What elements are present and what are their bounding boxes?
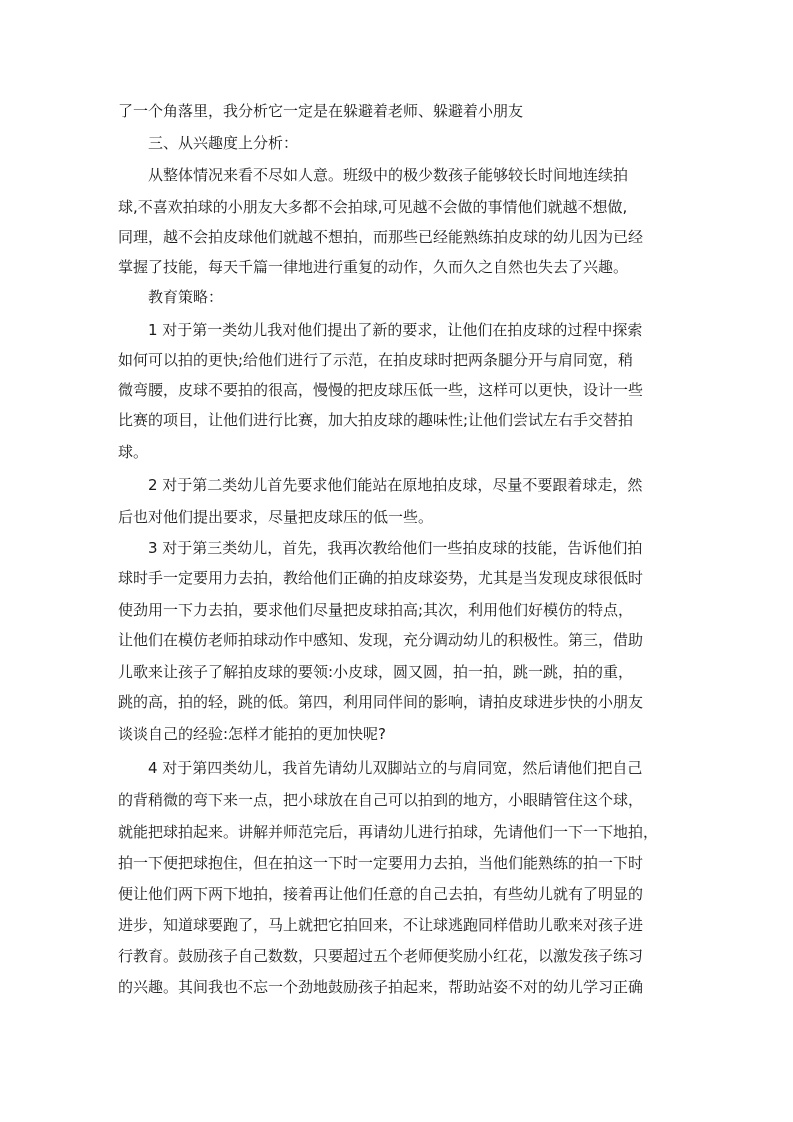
text-line: 使劲用一下力去拍，要求他们尽量把皮球拍高;其次，利用他们好模仿的特点， <box>118 601 634 619</box>
text-line: 同理，越不会拍皮球他们就越不想拍，而那些已经能熟练拍皮球的幼儿因为已经 <box>118 228 644 246</box>
text-line: 跳的高，拍的轻，跳的低。第四，利用同伴间的影响，请拍皮球进步快的小朋友 <box>118 693 644 711</box>
text-line: 3 对于第三类幼儿，首先，我再次教给他们一些拍皮球的技能，告诉他们拍 <box>148 539 643 557</box>
text-line: 儿歌来让孩子了解拍皮球的要领:小皮球，圆又圆，拍一拍，跳一跳，拍的重， <box>118 663 634 681</box>
text-line: 的背稍微的弯下来一点，把小球放在自己可以拍到的地方，小眼睛管住这个球， <box>118 791 644 809</box>
text-line: 球。 <box>118 443 149 461</box>
text-line: 掌握了技能，每天千篇一律地进行重复的动作，久而久之自然也失去了兴趣。 <box>118 258 629 276</box>
text-line: 4 对于第四类幼儿，我首先请幼儿双脚站立的与肩同宽，然后请他们把自己 <box>148 759 643 777</box>
text-line: 如何可以拍的更快;给他们进行了示范，在拍皮球时把两条腿分开与肩同宽，稍 <box>118 351 634 369</box>
section-heading: 教育策略： <box>148 288 224 306</box>
section-heading: 三、从兴趣度上分析： <box>148 134 299 152</box>
text-line: 就能把球拍起来。讲解并师范完后，再请幼儿进行拍球，先请他们一下一下地拍， <box>118 823 659 841</box>
text-line: 比赛的项目，让他们进行比赛，加大拍皮球的趣味性;让他们尝试左右手交替拍 <box>118 411 634 429</box>
text-line: 让他们在模仿老师拍球动作中感知、发现，充分调动幼儿的积极性。第三，借助 <box>118 631 644 649</box>
text-line: 球时手一定要用力去拍，教给他们正确的拍皮球姿势，尤其是当发现皮球很低时 <box>118 569 644 587</box>
text-line: 行教育。鼓励孩子自己数数，只要超过五个老师便奖励小红花，以激发孩子练习 <box>118 947 644 965</box>
text-line: 从整体情况来看不尽如人意。班级中的极少数孩子能够较长时间地连续拍 <box>148 166 629 184</box>
text-line: 了一个角落里，我分析它一定是在躲避着老师、躲避着小朋友 <box>118 102 524 120</box>
text-line: 谈谈自己的经验:怎样才能拍的更加快呢? <box>118 725 387 743</box>
text-line: 进步，知道球要跑了，马上就把它拍回来，不让球逃跑同样借助儿歌来对孩子进 <box>118 916 644 934</box>
text-line: 球,不喜欢拍球的小朋友大多都不会拍球,可见越不会做的事情他们就越不想做, <box>118 198 628 216</box>
text-line: 后也对他们提出要求，尽量把皮球压的低一些。 <box>118 508 434 526</box>
text-line: 的兴趣。其间我也不忘一个劲地鼓励孩子拍起来，帮助站姿不对的幼儿学习正确 <box>118 978 644 996</box>
text-line: 便让他们两下两下地拍，接着再让他们任意的自己去拍，有些幼儿就有了明显的 <box>118 885 644 903</box>
text-line: 2 对于第二类幼儿首先要求他们能站在原地拍皮球，尽量不要跟着球走，然 <box>148 476 643 494</box>
text-line: 拍一下便把球抱住，但在拍这一下时一定要用力去拍，当他们能熟练的拍一下时 <box>118 854 644 872</box>
text-line: 微弯腰，皮球不要拍的很高，慢慢的把皮球压低一些，这样可以更快，设计一些 <box>118 381 644 399</box>
text-line: 1 对于第一类幼儿我对他们提出了新的要求，让他们在拍皮球的过程中探索 <box>148 321 643 339</box>
